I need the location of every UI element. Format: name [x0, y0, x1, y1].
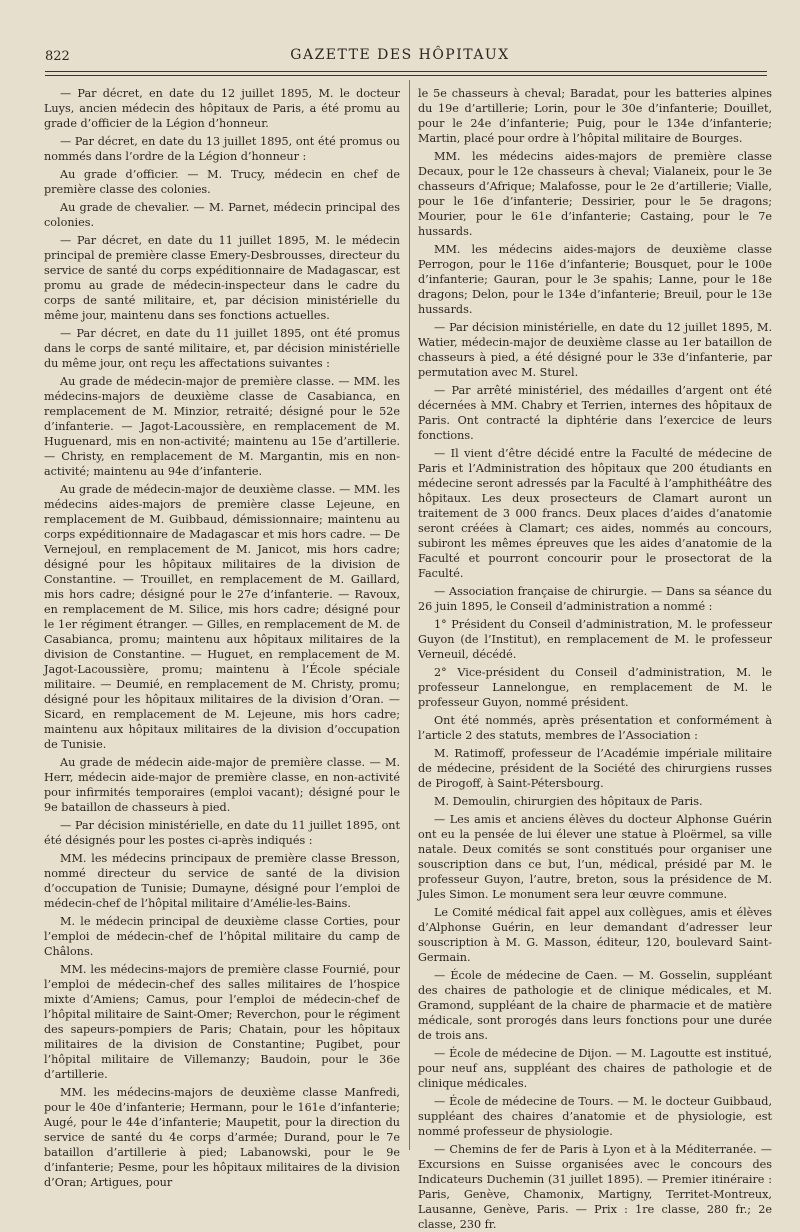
left-paragraph: — Par décret, en date du 11 juillet 1895, M. le médecin principal de première classe Emery-Desbrousses, directeur du service de santé du corps expéditionnaire de Madagascar, est promu au grade de médecin-inspecteur dans le cadre du corps de santé militaire, et, par décision ministérielle du même jour, maintenu dans ses fonctions actuelles. [44, 234, 400, 322]
right-paragraph: 1° Président du Conseil d’administration, M. le professeur Guyon (de l’Institut), en remplacement de M. le professeur Verneuil, décédé. [418, 618, 772, 661]
left-paragraph: Au grade de médecin-major de première classe. — MM. les médecins-majors de deuxième classe de Casabianca, en remplacement de M. Minzior, retraité; désigné pour le 52e d’infanterie. — Jagot-Lacoussière, en remplacement de M. Huguenard, mis en non-activité; maintenu au 15e d’artillerie. — Christy, en remplacement de M. Margantin, mis en non-activité; maintenu au 94e d’infanterie. [44, 375, 400, 478]
left-paragraph: M. le médecin principal de deuxième classe Corties, pour l’emploi de médecin-chef de l’hôpital militaire du camp de Châlons. [44, 915, 400, 958]
left-column [44, 86, 400, 1189]
left-paragraph: — Par décision ministérielle, en date du 11 juillet 1895, ont été désignés pour les postes ci-après indiqués : [44, 819, 400, 847]
right-paragraph: — Il vient d’être décidé entre la Faculté de médecine de Paris et l’Administration des hôpitaux que 200 étudiants en médecine seront adressés par la Faculté à l’amphithéâtre des hôpitaux. Les deux prosecteurs de Clamart auront un traitement de 3 000 francs. Deux places d’aides d’anatomie seront créées à Clamart; ces aides, nommés au concours, subiront les mêmes épreuves que les aides d’anatomie de la Faculté et pourront concourir pour le prosectorat de la Faculté. [418, 447, 772, 580]
right-paragraph: 2° Vice-président du Conseil d’administration, M. le professeur Lannelongue, en remplacement de M. le professeur Guyon, nommé président. [418, 666, 772, 709]
right-column [418, 86, 772, 1231]
right-paragraph: — Par arrêté ministériel, des médailles d’argent ont été décernées à MM. Chabry et Terrien, internes des hôpitaux de Paris. Ont contracté la diphtérie dans l’exercice de leurs fonctions. [418, 384, 772, 442]
right-paragraph: MM. les médecins aides-majors de première classe Decaux, pour le 12e chasseurs à cheval; Vialaneix, pour le 3e chasseurs d’Afrique; Malafosse, pour le 2e d’artillerie; Vialle, pour le 16e d’infanterie; Dessirier, pour le 5e dragons; Mourier, pour le 61e d’infanterie; Castaing, pour le 7e hussards. [418, 150, 772, 238]
right-paragraph: — École de médecine de Tours. — M. le docteur Guibbaud, suppléant des chaires d’anatomie et de physiologie, est nommé professeur de physiologie. [418, 1095, 772, 1138]
right-paragraph: — Chemins de fer de Paris à Lyon et à la Méditerranée. — Excursions en Suisse organisées avec le concours des Indicateurs Duchemin (31 juillet 1895). — Premier itinéraire : Paris, Genève, Chamonix, Martigny, Territet-Montreux, Lausanne, Genève, Paris. — Prix : 1re classe, 280 fr.; 2e classe, 230 fr. [418, 1143, 772, 1231]
left-paragraph: MM. les médecins-majors de première classe Fournié, pour l’emploi de médecin-chef des salles militaires de l’hospice mixte d’Amiens; Camus, pour l’emploi de médecin-chef de l’hôpital militaire de Saint-Omer; Reverchon, pour le régiment des sapeurs-pompiers de Paris; Chatain, pour les hôpitaux militaires de la division de Constantine; Pugibet, pour l’hôpital militaire de Villemanzy; Baudoin, pour le 36e d’artillerie. [44, 963, 400, 1081]
left-paragraph: — Par décret, en date du 13 juillet 1895, ont été promus ou nommés dans l’ordre de la Légion d’honneur : [44, 135, 400, 163]
left-paragraph: — Par décret, en date du 11 juillet 1895, ont été promus dans le corps de santé militaire, et, par décision ministérielle du même jour, ont reçu les affectations suivantes : [44, 327, 400, 370]
header-rule-thin [45, 75, 767, 76]
header-rule [45, 71, 767, 72]
right-paragraph: — Association française de chirurgie. — Dans sa séance du 26 juin 1895, le Conseil d’administration a nommé : [418, 585, 772, 613]
right-paragraph: — Par décision ministérielle, en date du 12 juillet 1895, M. Watier, médecin-major de deuxième classe au 1er bataillon de chasseurs à pied, a été désigné pour le 33e d’infanterie, par permutation avec M. Sturel. [418, 321, 772, 379]
left-paragraph: MM. les médecins principaux de première classe Bresson, nommé directeur du service de santé de la division d’occupation de Tunisie; Dumayne, désigné pour l’emploi de médecin-chef de l’hôpital militaire d’Amélie-les-Bains. [44, 852, 400, 910]
left-paragraph: Au grade d’officier. — M. Trucy, médecin en chef de première classe des colonies. [44, 168, 400, 196]
column-divider [409, 80, 410, 1150]
page-header [0, 44, 800, 66]
left-paragraph: Au grade de chevalier. — M. Parnet, médecin principal des colonies. [44, 201, 400, 229]
left-paragraph: Au grade de médecin-major de deuxième classe. — MM. les médecins aides-majors de première classe Lejeune, en remplacement de M. Guibbaud, démissionnaire; maintenu au corps expéditionnaire de Madagascar et mis hors cadre. — De Vernejoul, en remplacement de M. Janicot, mis hors cadre; désigné pour les hôpitaux militaires de la division de Constantine. — Trouillet, en remplacement de M. Gaillard, mis hors cadre; désigné pour le 27e d’infanterie. — Ravoux, en remplacement de M. Silice, mis hors cadre; désigné pour le 1er régiment étranger. — Gilles, en remplacement de M. de Casabianca, promu; maintenu aux hôpitaux militaires de la division de Constantine. — Huguet, en remplacement de M. Jagot-Lacoussière, promu; maintenu à l’École spéciale militaire. — Deumié, en remplacement de M. Christy, promu; désigné pour les hôpitaux militaires de la division d’Oran. — Sicard, en remplacement de M. Lejeune, mis hors cadre; maintenu aux hôpitaux militaires de la division d’occupation de Tunisie. [44, 483, 400, 751]
left-paragraph: Au grade de médecin aide-major de première classe. — M. Herr, médecin aide-major de première classe, en non-activité pour infirmités temporaires (emploi vacant); désigné pour le 9e bataillon de chasseurs à pied. [44, 756, 400, 814]
left-paragraph: — Par décret, en date du 12 juillet 1895, M. le docteur Luys, ancien médecin des hôpitaux de Paris, a été promu au grade d’officier de la Légion d’honneur. [44, 87, 400, 130]
journal-title: GAZETTE DES HÔPITAUX [290, 47, 510, 63]
right-paragraph: MM. les médecins aides-majors de deuxième classe Perrogon, pour le 116e d’infanterie; Bousquet, pour le 100e d’infanterie; Gauran, pour le 3e spahis; Lanne, pour le 18e dragons; Delon, pour le 134e d’infanterie; Breuil, pour le 13e hussards. [418, 243, 772, 316]
right-paragraph: le 5e chasseurs à cheval; Baradat, pour les batteries alpines du 19e d’artillerie; Lorin, pour le 30e d’infanterie; Douillet, pour le 24e d’infanterie; Puig, pour le 134e d’infanterie; Martin, placé pour ordre à l’hôpital militaire de Bourges. [418, 87, 772, 145]
right-paragraph: M. Ratimoff, professeur de l’Académie impériale militaire de médecine, président de la Société des chirurgiens russes de Pirogoff, à Saint-Pétersbourg. [418, 747, 772, 790]
right-paragraph: — École de médecine de Dijon. — M. Lagoutte est institué, pour neuf ans, suppléant des chaires de pathologie et de clinique médicales. [418, 1047, 772, 1090]
right-paragraph: — Les amis et anciens élèves du docteur Alphonse Guérin ont eu la pensée de lui élever une statue à Ploërmel, sa ville natale. Deux comités se sont constitués pour organiser une souscription dans ce but, l’un, médical, présidé par M. le professeur Guyon, l’autre, breton, sous la présidence de M. Jules Simon. Le monument sera leur œuvre commune. [418, 813, 772, 901]
left-paragraph: MM. les médecins-majors de deuxième classe Manfredi, pour le 40e d’infanterie; Hermann, pour le 161e d’infanterie; Augé, pour le 44e d’infanterie; Maupetit, pour la direction du service de santé du 4e corps d’armée; Durand, pour le 7e bataillon d’artillerie à pied; Labanowski, pour le 9e d’infanterie; Pesme, pour les hôpitaux militaires de la division d’Oran; Artigues, pour [44, 1086, 400, 1189]
right-paragraph: M. Demoulin, chirurgien des hôpitaux de Paris. [434, 795, 703, 808]
right-paragraph: Ont été nommés, après présentation et conformément à l’article 2 des statuts, membres de l’Association : [418, 714, 772, 742]
right-paragraph: — École de médecine de Caen. — M. Gosselin, suppléant des chaires de pathologie et de clinique médicales, et M. Gramond, suppléant de la chaire de pharmacie et de matière médicale, sont prorogés dans leurs fonctions pour une durée de trois ans. [418, 969, 772, 1042]
page-number: 822 [45, 49, 70, 64]
right-paragraph: Le Comité médical fait appel aux collègues, amis et élèves d’Alphonse Guérin, en leur demandant d’adresser leur souscription à M. G. Masson, éditeur, 120, boulevard Saint-Germain. [418, 906, 772, 964]
